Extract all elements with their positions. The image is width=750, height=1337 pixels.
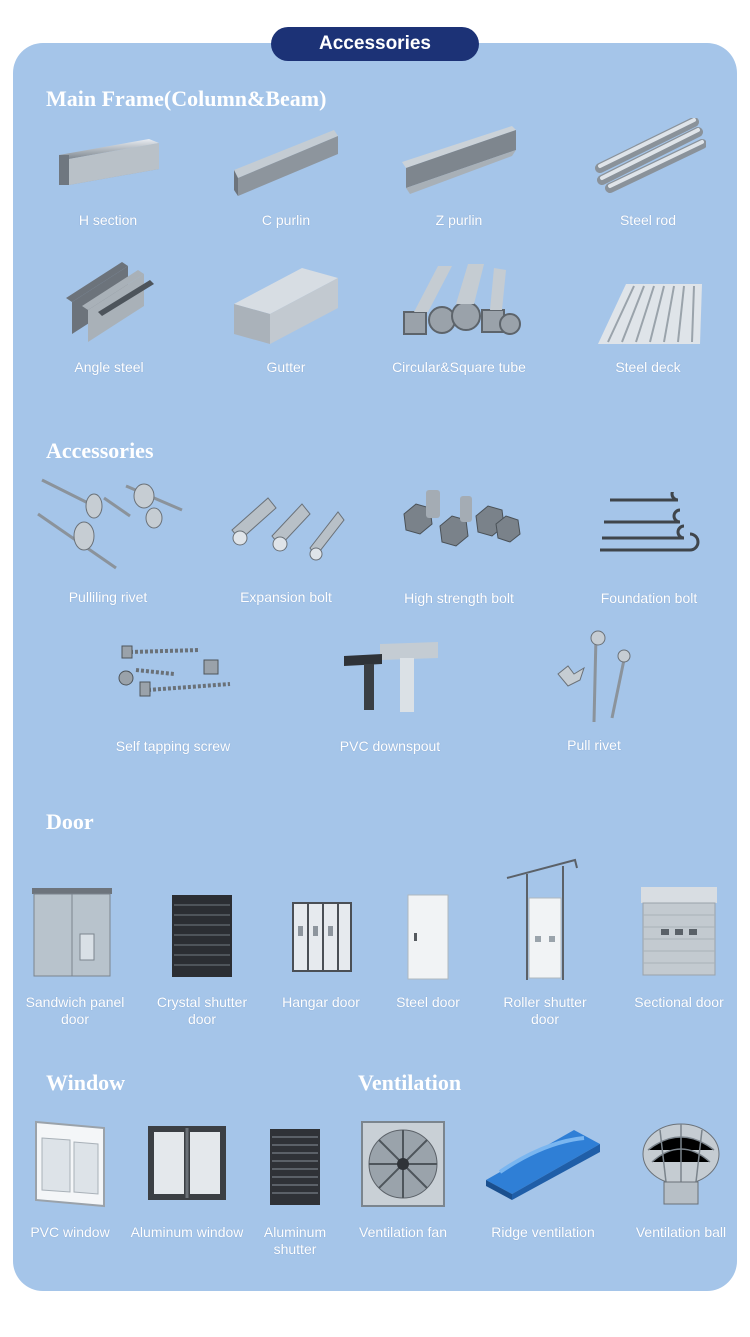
gutter-label: Gutter bbox=[266, 359, 306, 375]
aluminum-window-image bbox=[146, 1124, 228, 1202]
c-purlin-label: C purlin bbox=[261, 212, 311, 228]
h-section-label: H section bbox=[78, 212, 138, 228]
h-section-image bbox=[55, 135, 163, 197]
ventilation-ball-image bbox=[640, 1120, 722, 1206]
pvc-downspout-label: PVC downspout bbox=[339, 738, 441, 754]
pull-rivet-image bbox=[554, 628, 638, 724]
sandwich-panel-door-image bbox=[30, 886, 114, 978]
ridge-ventilation-label: Ridge ventilation bbox=[491, 1224, 595, 1240]
ventilation-ball-label: Ventilation ball bbox=[635, 1224, 727, 1240]
pvc-window-label: PVC window bbox=[30, 1224, 110, 1240]
angle-steel-image bbox=[62, 258, 156, 344]
section-title-accessories: Accessories bbox=[46, 438, 154, 463]
c-purlin-image bbox=[232, 128, 340, 200]
header-title: Accessories bbox=[319, 33, 431, 54]
steel-door-label: Steel door bbox=[396, 994, 460, 1010]
crystal-shutter-door-image bbox=[170, 893, 234, 979]
section-title-main-frame: Main Frame(Column&Beam) bbox=[46, 86, 327, 111]
self-tapping-screw-label: Self tapping screw bbox=[115, 738, 231, 754]
section-title-ventilation: Ventilation bbox=[358, 1070, 462, 1095]
ventilation-fan-image bbox=[360, 1120, 446, 1208]
expansion-bolt-image bbox=[228, 486, 346, 562]
pulling-rivet-image bbox=[34, 476, 184, 572]
angle-steel-label: Angle steel bbox=[74, 359, 144, 375]
pvc-window-image bbox=[34, 1120, 106, 1208]
gutter-image bbox=[232, 264, 342, 346]
sectional-door-image bbox=[639, 885, 719, 977]
expansion-bolt-label: Expansion bolt bbox=[240, 589, 332, 605]
roller-shutter-door-image bbox=[505, 858, 583, 982]
z-purlin-label: Z purlin bbox=[435, 212, 483, 228]
foundation-bolt-label: Foundation bolt bbox=[600, 590, 698, 606]
roller-shutter-door-label: Roller shutter door bbox=[503, 994, 587, 1027]
pull-rivet-label: Pull rivet bbox=[567, 737, 621, 753]
aluminum-window-label: Aluminum window bbox=[130, 1224, 244, 1240]
high-strength-bolt-label: High strength bolt bbox=[404, 590, 514, 606]
ventilation-fan-label: Ventilation fan bbox=[359, 1224, 447, 1240]
pulling-rivet-label: Pulliling rivet bbox=[68, 589, 148, 605]
steel-door-image bbox=[406, 893, 450, 981]
hangar-door-label: Hangar door bbox=[282, 994, 360, 1010]
tube-image bbox=[398, 262, 524, 340]
ridge-ventilation-image bbox=[484, 1128, 602, 1200]
steel-deck-label: Steel deck bbox=[615, 359, 681, 375]
high-strength-bolt-image bbox=[400, 484, 524, 554]
crystal-shutter-door-label: Crystal shutter door bbox=[156, 994, 248, 1027]
foundation-bolt-image bbox=[596, 492, 706, 558]
self-tapping-screw-image bbox=[112, 640, 234, 702]
hangar-door-image bbox=[290, 900, 354, 974]
steel-deck-image bbox=[596, 280, 704, 346]
aluminum-shutter-image bbox=[268, 1127, 322, 1207]
header-pill bbox=[271, 27, 479, 61]
pvc-downspout-image bbox=[342, 640, 442, 714]
tube-label: Circular&Square tube bbox=[392, 359, 526, 375]
steel-rod-image bbox=[594, 118, 706, 198]
section-title-window: Window bbox=[46, 1070, 126, 1095]
section-title-door: Door bbox=[46, 809, 94, 834]
steel-rod-label: Steel rod bbox=[619, 212, 677, 228]
z-purlin-image bbox=[400, 124, 518, 198]
aluminum-shutter-label: Aluminum shutter bbox=[263, 1224, 327, 1257]
sandwich-panel-door-label: Sandwich panel door bbox=[25, 994, 125, 1027]
sectional-door-label: Sectional door bbox=[634, 994, 724, 1010]
